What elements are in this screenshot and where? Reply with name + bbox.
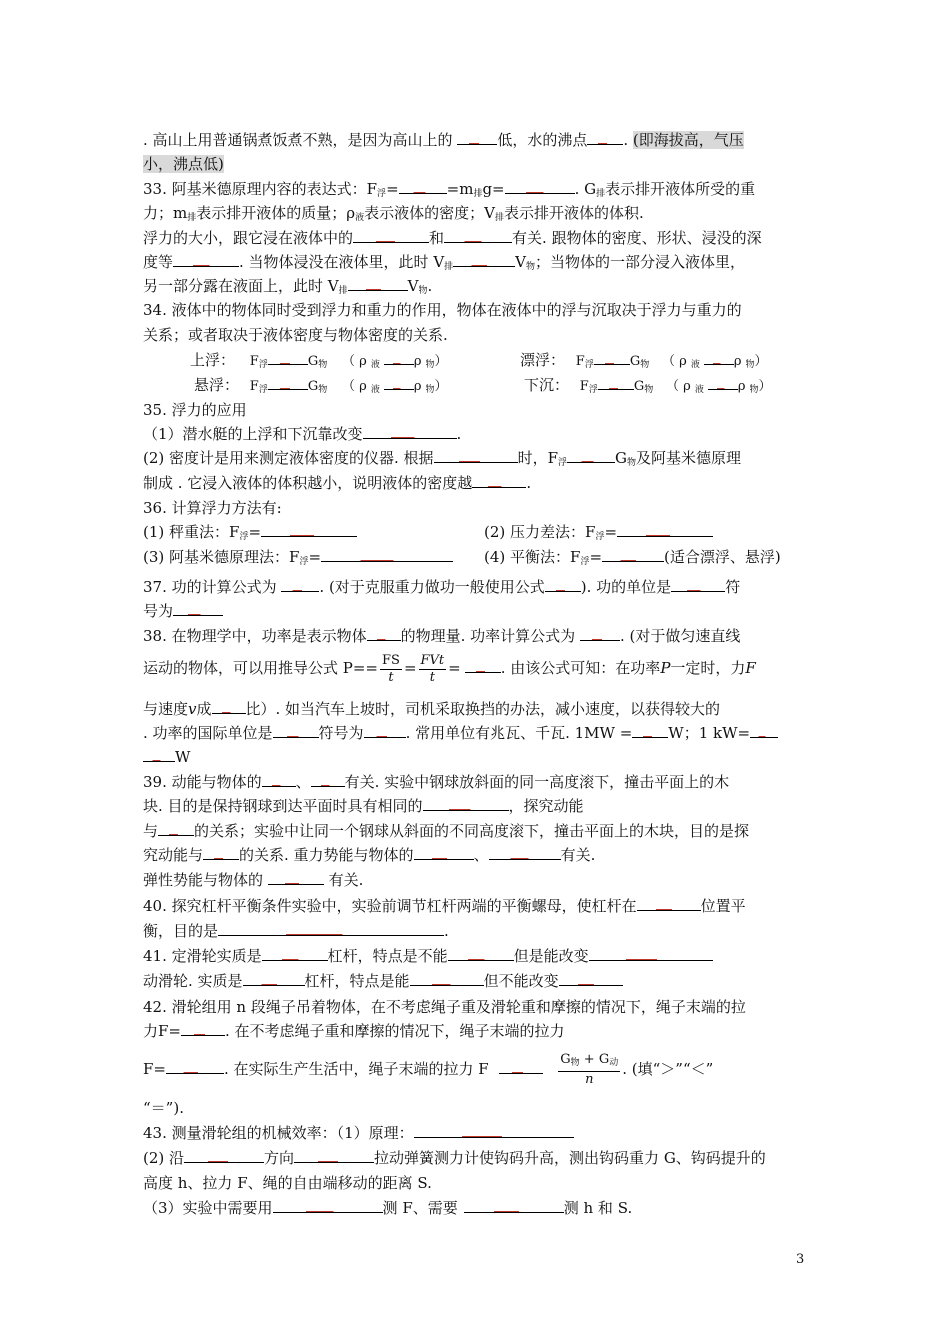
text-fragment: 排 xyxy=(473,189,483,199)
blank xyxy=(489,858,561,860)
blank xyxy=(399,192,447,194)
text-fragment: 38. 在物理学中，功率是表示物体 xyxy=(143,627,367,645)
blank xyxy=(704,363,734,365)
text-fragment: 物 xyxy=(640,360,650,370)
blank xyxy=(273,736,319,738)
text-fragment: 物 xyxy=(626,458,636,468)
text-fragment: (2) 沿 xyxy=(143,1149,185,1167)
blank xyxy=(294,1161,374,1163)
text-fragment: G xyxy=(615,449,627,467)
text-fragment: . (对于克服重力做功一般使用公式 xyxy=(319,578,545,596)
text-fragment: 液 xyxy=(370,385,380,395)
text-fragment: 浮 xyxy=(299,557,309,567)
q43-line4 xyxy=(143,1196,811,1220)
text-fragment: . 常用单位有兆瓦、千瓦. 1MW = xyxy=(405,724,633,742)
text-fragment: ρ xyxy=(413,379,422,394)
text-fragment: 浮 xyxy=(377,189,387,199)
text-fragment: 34. 液体中的物体同时受到浮力和重力的作用，物体在液体中的浮与沉取决于浮力与重力的 xyxy=(143,301,742,319)
fraction-fvt-t xyxy=(419,653,447,686)
text-fragment: . 在实际生产生活中，绳子末端的拉力 F xyxy=(223,1060,489,1078)
q42-line2 xyxy=(143,1019,811,1043)
text-fragment: 37. 功的计算公式为 xyxy=(143,578,277,596)
text-fragment: 下沉： xyxy=(524,376,570,394)
blank xyxy=(364,736,406,738)
blank xyxy=(499,1072,543,1074)
text-fragment: g= xyxy=(482,180,505,198)
text-fragment: 但不能改变 xyxy=(483,972,559,990)
text-fragment: F xyxy=(249,354,259,369)
text-fragment: 究动能与 xyxy=(143,846,204,864)
text-fragment: 35. 浮力的应用 xyxy=(143,401,247,419)
text-fragment: 浮 xyxy=(258,385,268,395)
text-fragment: （ ρ xyxy=(342,354,367,369)
blank xyxy=(559,984,623,986)
text-fragment: (2) 密度计是用来测定液体密度的仪器. 根据 xyxy=(143,449,434,467)
text-fragment: 位置平 xyxy=(700,897,746,915)
q39-line2 xyxy=(143,794,811,818)
text-fragment: 测 h 和 S. xyxy=(563,1199,633,1217)
q34-line2 xyxy=(143,323,811,347)
text-fragment: + G xyxy=(579,1052,610,1067)
text-fragment: P xyxy=(660,659,671,677)
text-fragment: = xyxy=(308,548,322,566)
text-fragment: 33. 阿基米德原理内容的表达式：F xyxy=(143,180,378,198)
text-fragment: ρ xyxy=(413,354,422,369)
line-answer-cont xyxy=(143,152,811,176)
text-fragment: 表示排开液体所受的重 xyxy=(605,180,756,198)
text-fragment: . 在不考虑绳子重和摩擦的情况下，绳子末端的拉力 xyxy=(224,1022,565,1040)
highlighted-answer: 小，沸点低) xyxy=(143,155,224,173)
text-fragment: 40. 探究杠杆平衡条件实验中，实验前调节杠杆两端的平衡螺母，使杠杆在 xyxy=(143,897,637,915)
text-fragment: 41. 定滑轮实质是 xyxy=(143,947,262,965)
text-fragment: . (对于做匀速直线 xyxy=(619,627,741,645)
blank xyxy=(434,461,518,463)
text-fragment: ；当物体的一部分浸入液体里， xyxy=(535,253,746,271)
text-fragment: 测 F、需要 xyxy=(382,1199,458,1217)
blank xyxy=(465,671,501,673)
blank xyxy=(363,437,457,439)
text-fragment: (3) 阿基米德原理法：F xyxy=(143,548,300,566)
text-fragment: 方向 xyxy=(264,1149,295,1167)
text-fragment: t xyxy=(388,669,394,685)
text-fragment: 排 xyxy=(444,262,454,272)
text-fragment: 关系；或者取决于液体密度与物体密度的关系. xyxy=(143,326,448,344)
text-fragment: G xyxy=(307,379,319,394)
method-4 xyxy=(484,545,804,574)
blank xyxy=(158,834,194,836)
blank xyxy=(464,1211,564,1213)
blank xyxy=(414,1136,574,1138)
fraction-fs-t xyxy=(380,653,402,686)
text-fragment: FVt xyxy=(420,652,445,668)
q37-line2 xyxy=(143,599,811,623)
text-fragment: F xyxy=(579,379,589,394)
q39-line3 xyxy=(143,819,811,843)
blank xyxy=(587,143,623,145)
text-fragment: 动滑轮. 实质是 xyxy=(143,972,243,990)
text-fragment: 排 xyxy=(187,213,197,223)
text-fragment: . xyxy=(500,659,506,677)
text-fragment: 浮 xyxy=(557,458,567,468)
text-fragment: 排 xyxy=(338,286,348,296)
blank xyxy=(632,736,668,738)
q39-line4 xyxy=(143,843,811,867)
text-fragment: ρ xyxy=(737,379,746,394)
blank xyxy=(444,241,512,243)
text-fragment: 上浮： xyxy=(190,351,236,369)
text-fragment: 表示排开液体的质量；ρ xyxy=(196,204,356,222)
text-fragment: 和 xyxy=(429,229,445,247)
blank xyxy=(212,712,246,714)
text-fragment: . xyxy=(526,474,532,492)
text-fragment: 有关. xyxy=(328,871,364,889)
text-fragment: 及阿基米德原理 xyxy=(636,449,742,467)
text-fragment: 物 xyxy=(749,385,759,395)
text-fragment: 号为 xyxy=(143,602,174,620)
blank xyxy=(423,809,509,811)
text-fragment: 物 xyxy=(570,1058,580,1068)
blank xyxy=(268,883,324,885)
text-fragment: 符 xyxy=(725,578,741,596)
text-fragment: V xyxy=(515,253,527,271)
text-fragment: 排 xyxy=(596,189,606,199)
q34-line1 xyxy=(143,298,811,322)
text-fragment: 表示液体的密度；V xyxy=(364,204,495,222)
text-fragment: “＝”). xyxy=(143,1099,184,1117)
blank xyxy=(181,1034,225,1036)
text-fragment: 另一部分露在液面上，此时 V xyxy=(143,277,339,295)
text-fragment: 物 xyxy=(318,385,328,395)
text-fragment: 物 xyxy=(318,360,328,370)
text-fragment: (适合漂浮、悬浮) xyxy=(664,548,781,566)
text-fragment: F= xyxy=(143,1060,166,1078)
text-fragment: 液 xyxy=(690,360,700,370)
text-fragment: 物 xyxy=(745,360,755,370)
q42-line1 xyxy=(143,995,811,1019)
blank xyxy=(505,192,575,194)
text-fragment: 浮 xyxy=(580,557,590,567)
q39-line1 xyxy=(143,770,811,794)
text-fragment: 42. 滑轮组用 n 段绳子吊着物体，在不考虑绳子重及滑轮重和摩擦的情况下，绳子末端的拉 xyxy=(143,998,746,1016)
text-fragment: . G xyxy=(574,180,597,198)
text-fragment: 浮 xyxy=(595,532,605,542)
text-fragment: （ ρ xyxy=(662,354,687,369)
blank xyxy=(457,143,497,145)
text-fragment: 液 xyxy=(355,213,365,223)
text-fragment: (2) 压力差法：F xyxy=(484,523,596,541)
text-fragment: 物 xyxy=(425,360,435,370)
text-fragment: 动 xyxy=(609,1058,619,1068)
blank xyxy=(166,1072,224,1074)
text-fragment: FS xyxy=(382,652,400,668)
q38-line2: 运动的物体，可以用推导公式 P== $\frac{FS}{t}$ = $\frac{\text{FVt}}{t}$ = . 由该公式可知：在功率P一定时，力F xyxy=(143,652,756,685)
text-fragment: 低，水的沸点 xyxy=(497,131,588,149)
blank xyxy=(410,984,484,986)
text-fragment: F xyxy=(249,379,259,394)
text-fragment: . (填“＞”“＜” xyxy=(622,1060,714,1078)
blank xyxy=(243,984,305,986)
q35-title xyxy=(143,398,811,422)
q38-line5 xyxy=(143,745,811,769)
blank xyxy=(311,785,345,787)
text-fragment: 悬浮： xyxy=(194,376,240,394)
q38-line3 xyxy=(143,697,811,721)
text-fragment: t xyxy=(429,669,435,685)
text-fragment: ） xyxy=(434,354,448,369)
text-fragment: =m xyxy=(446,180,474,198)
text-fragment: v xyxy=(188,700,197,718)
text-fragment: G xyxy=(307,354,319,369)
blank xyxy=(602,560,664,562)
q41-line1 xyxy=(143,944,811,968)
blank xyxy=(348,289,408,291)
q36-title xyxy=(143,496,811,520)
text-fragment: 但是能改变 xyxy=(513,947,589,965)
blank xyxy=(281,590,319,592)
text-fragment: 浮 xyxy=(584,360,594,370)
blank xyxy=(598,388,634,390)
text-fragment: = xyxy=(604,523,618,541)
blank xyxy=(173,265,239,267)
text-fragment: 力F= xyxy=(143,1022,181,1040)
text-fragment: 、 xyxy=(295,773,311,791)
text-fragment: 物 xyxy=(526,262,536,272)
text-fragment: ρ xyxy=(733,354,742,369)
method-3 xyxy=(143,545,473,574)
text-fragment: 衡，目的是 xyxy=(143,922,219,940)
text-fragment: 与速度 xyxy=(143,700,189,718)
text-fragment: 有关. 跟物体的密度、形状、浸没的深 xyxy=(512,229,762,247)
q43-line1 xyxy=(143,1121,811,1145)
text-fragment: 有关. 实验中钢球放斜面的同一高度滚下，撞击平面上的木 xyxy=(344,773,730,791)
text-fragment: . 当物体浸没在液体里，此时 V xyxy=(239,253,445,271)
text-fragment: G xyxy=(560,1052,571,1067)
blank xyxy=(414,858,474,860)
text-fragment: 与 xyxy=(143,822,159,840)
text-fragment: 杠杆，特点是能 xyxy=(304,972,410,990)
text-fragment: 浮 xyxy=(239,532,249,542)
blank xyxy=(617,535,713,537)
text-fragment: ） xyxy=(754,354,768,369)
text-fragment: 比）. 如当汽车上坡时，司机采取换挡的办法，减小速度，以获得较大的 xyxy=(245,700,721,718)
q40-line2 xyxy=(143,919,811,943)
blank xyxy=(384,388,414,390)
text-fragment: . xyxy=(427,277,433,295)
blank xyxy=(173,614,223,616)
text-fragment: = xyxy=(589,548,603,566)
text-fragment: (1) 秤重法：F xyxy=(143,523,240,541)
blank xyxy=(750,736,778,738)
blank xyxy=(218,934,444,936)
text-fragment: V xyxy=(407,277,419,295)
blank xyxy=(567,461,615,463)
text-fragment: 弹性势能与物体的 xyxy=(143,871,264,889)
q37-line1 xyxy=(143,575,811,599)
line-high-mountain xyxy=(143,128,811,152)
text-fragment: ） xyxy=(758,379,772,394)
text-fragment: 的关系. 重力势能与物体的 xyxy=(239,846,414,864)
text-fragment: 制成 . 它浸入液体的体积越小，说明液体的密度越 xyxy=(143,474,473,492)
text-fragment: 物 xyxy=(644,385,654,395)
q42-line4 xyxy=(143,1096,811,1120)
text-fragment: 由该公式可知：在功率 xyxy=(510,659,661,677)
q40-line1 xyxy=(143,894,811,918)
q38-line1 xyxy=(143,624,811,648)
text-fragment: . xyxy=(444,922,449,940)
q33-line3 xyxy=(143,226,811,250)
blank xyxy=(143,760,175,762)
text-fragment: 43. 测量滑轮组的机械效率：（1）原理： xyxy=(143,1124,414,1142)
blank xyxy=(671,590,725,592)
q41-line2 xyxy=(143,969,811,993)
blank xyxy=(637,909,701,911)
blank xyxy=(453,265,515,267)
text-fragment: 物 xyxy=(418,286,428,296)
page-number: 3 xyxy=(796,1252,805,1267)
q42-line3 xyxy=(143,1052,811,1088)
text-fragment: G xyxy=(633,379,645,394)
text-fragment: . xyxy=(623,131,629,149)
blank xyxy=(589,959,713,961)
text-fragment: （ ρ xyxy=(342,379,367,394)
text-fragment: ） xyxy=(434,379,448,394)
blank xyxy=(268,388,308,390)
q43-line2 xyxy=(143,1146,811,1170)
blank xyxy=(321,560,453,562)
text-fragment: . 功率的国际单位是 xyxy=(143,724,273,742)
text-fragment: 39. 动能与物体的 xyxy=(143,773,262,791)
blank xyxy=(262,785,296,787)
blank xyxy=(203,858,239,860)
text-fragment: ). 功的单位是 xyxy=(580,578,672,596)
blank xyxy=(448,959,514,961)
text-fragment: 的物理量. 功率计算公式为 xyxy=(400,627,576,645)
text-fragment: （1）潜水艇的上浮和下沉靠改变 xyxy=(143,425,363,443)
blank xyxy=(708,388,738,390)
text-fragment: 漂浮： xyxy=(520,351,566,369)
text-fragment: W；1 kW= xyxy=(668,724,751,742)
text-fragment: 高度 h、拉力 F、绳的自由端移动的距离 S. xyxy=(143,1174,432,1192)
text-fragment: 拉动弹簧测力计使钩码升高，测出钩码重力 G、钩码提升的 xyxy=(374,1149,766,1167)
blank xyxy=(273,1211,383,1213)
blank xyxy=(594,363,630,365)
blank xyxy=(262,959,328,961)
blank xyxy=(184,1161,264,1163)
q39-line5 xyxy=(143,868,811,892)
text-fragment: W xyxy=(175,748,191,766)
text-fragment: （3）实验中需要用 xyxy=(143,1199,273,1217)
text-fragment: 时，F xyxy=(517,449,558,467)
text-fragment: 块. 目的是保持钢球到达平面时具有相同的 xyxy=(143,797,423,815)
text-fragment: n xyxy=(585,1072,594,1087)
text-fragment: 成 xyxy=(196,700,212,718)
text-fragment: 符号为 xyxy=(318,724,364,742)
text-fragment: . xyxy=(456,425,462,443)
blank xyxy=(545,590,581,592)
text-fragment: G xyxy=(629,354,641,369)
text-fragment: （ ρ xyxy=(666,379,691,394)
text-fragment: = xyxy=(248,523,262,541)
text-fragment: 运动的物体，可以用推导公式 P== xyxy=(143,659,378,677)
text-fragment: 排 xyxy=(494,213,504,223)
text-fragment: 36. 计算浮力方法有: xyxy=(143,499,282,517)
fraction-pulley xyxy=(558,1052,620,1088)
text-fragment: 、 xyxy=(473,846,489,864)
text-fragment: 杠杆，特点是不能 xyxy=(327,947,448,965)
text-fragment: . 高山上用普通锅煮饭煮不熟，是因为高山上的 xyxy=(143,131,453,149)
blank xyxy=(472,486,526,488)
text-fragment: 液 xyxy=(370,360,380,370)
text-fragment: 表示排开液体的体积. xyxy=(503,204,644,222)
text-fragment: 一定时，力 xyxy=(670,659,746,677)
blank xyxy=(367,639,401,641)
q38-line4 xyxy=(143,721,811,745)
q35-item1 xyxy=(143,422,811,446)
text-fragment: 度等 xyxy=(143,253,174,271)
text-fragment: 液 xyxy=(694,385,704,395)
text-fragment: 浮 xyxy=(588,385,598,395)
text-fragment: (4) 平衡法：F xyxy=(484,548,581,566)
text-fragment: 的关系；实验中让同一个钢球从斜面的不同高度滚下，撞击平面上的木块，目的是探 xyxy=(194,822,750,840)
text-fragment: ，探究动能 xyxy=(508,797,584,815)
text-fragment: F xyxy=(575,354,585,369)
highlighted-answer: (即海拔高，气压 xyxy=(632,131,744,149)
blank xyxy=(268,363,308,365)
q35-item2-cont xyxy=(143,471,811,495)
blank xyxy=(384,363,414,365)
text-fragment: = xyxy=(386,180,399,198)
text-fragment: 力；m xyxy=(143,204,188,222)
text-fragment: 浮 xyxy=(258,360,268,370)
text-fragment: 浮力的大小，跟它浸在液体中的 xyxy=(143,229,354,247)
blank xyxy=(261,535,357,537)
blank xyxy=(580,639,620,641)
blank xyxy=(353,241,429,243)
text-fragment: 有关. xyxy=(560,846,596,864)
text-fragment: F xyxy=(745,659,756,677)
text-fragment: 物 xyxy=(425,385,435,395)
q43-line3 xyxy=(143,1171,811,1195)
